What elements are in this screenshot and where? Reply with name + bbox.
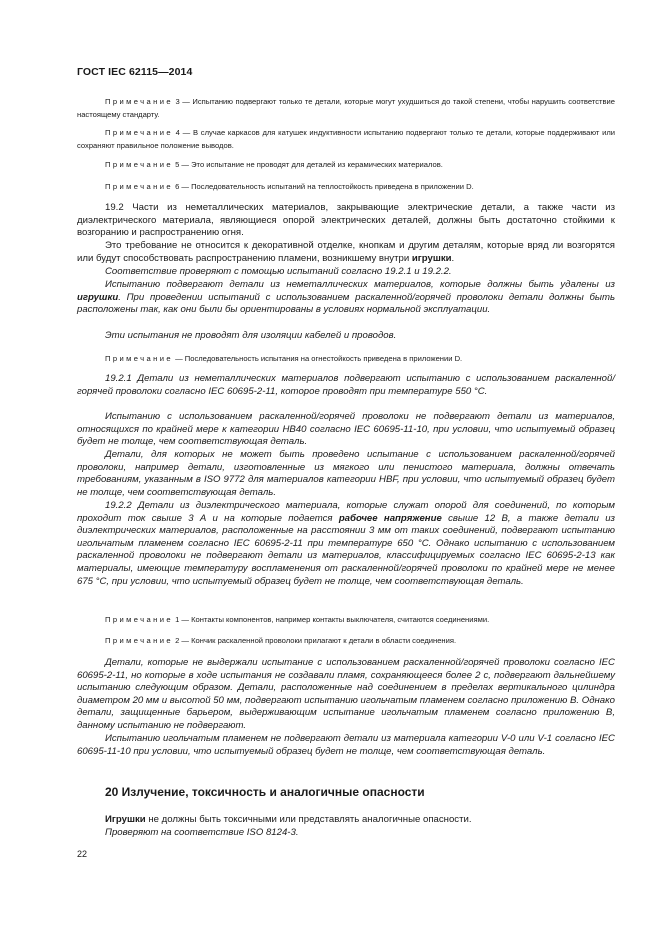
cable-exception: Эти испытания не проводят для изоляции кабелей и проводов. <box>105 330 397 341</box>
note-glow-wire-tip: Примечание 2 — Кончик раскаленной проволоки прилагают к детали в области соединения. <box>105 636 457 645</box>
term-working-voltage: рабочее напряжение <box>338 512 442 524</box>
v0-exception: Испытанию игольчатым пламенем не подвергают детали из материала категории V-0 или V-1 согласно IEC 60695-11-10 при условии, что испытуемый образец будет не толще, чем соответствующая деталь. <box>77 733 615 757</box>
decor-exception: Это требование не относится к декоративной отделке, кнопкам и другим деталям, которые вряд ли возгорятся или будут способствовать распространению пламени, возникшему внутри игрушки. <box>77 240 615 264</box>
note-contacts: Примечание 1 — Контакты компонентов, например контакты выключателя, считаются соединениями. <box>105 615 490 624</box>
term-toys-20: Игрушки <box>105 814 146 825</box>
compliance-check: Соответствие проверяют с помощью испытаний согласно 19.2.1 и 19.2.2. <box>105 266 452 277</box>
note-4: Примечание 4 — В случае каркасов для катушек индуктивности испытанию подвергают только те детали, которые поддерживают или сохраняют правильное положение выводов. <box>77 128 615 150</box>
clause-19-2: 19.2 Части из неметаллических материалов, закрывающие электрические детали, а также части из диэлектрического материала, являющиеся опорой электрических деталей, должны быть достаточно стойкими к возгоранию и распространению огня. <box>77 202 615 239</box>
note-label: Примечание <box>105 636 173 645</box>
note-label: Примечание <box>105 128 173 137</box>
section-20-check: Проверяют на соответствие ISO 8124-3. <box>105 827 299 838</box>
note-6: Примечание 6 — Последовательность испытаний на теплостойкость приведена в приложении D. <box>105 182 474 191</box>
hb40-exception: Испытанию с использованием раскаленной/горячей проволоки не подвергают детали из материалов, относящихся по крайней мере к категории HB40 согласно IEC 60695-11-10, при условии, что испытуемый образец будет не толще, чем соответствующая деталь. <box>77 411 615 448</box>
document-header: ГОСТ IEC 62115—2014 <box>77 66 193 78</box>
note-label: Примечание <box>105 182 173 191</box>
removed-parts-test: Испытанию подвергают детали из неметаллических материалов, которые должны быть удалены из игрушки. При проведении испытаний с использованием раскаленной/горячей проволоки детали должны быть расположены так, как они были бы ориентированы в условиях нормальной эксплуатации. <box>77 279 615 316</box>
clause-19-2-2: 19.2.2 Детали из диэлектрического материала, которые служат опорой для соединений, по которым проходит ток свыше 3 А и на которые подается рабочее напряжение свыше 12 В, а также детали из диэлектрических материалов, расположенные на расстоянии 3 мм от таких соединений, подвергают испытанию игольчатым пламенем согласно IEC 60695-2-11 при температуре 650 °С. Однако испытанию с использованием раскаленной проволоки не подвергают детали из материалов, классифицируемых согласно IEC 60695-2-13 как материалы, имеющие температуру воспламенения от раскаленной/горячей проволоки по крайней мере не менее 675 °С, при условии, что испытуемый образец будет не толще, чем соответствующая деталь. <box>77 500 616 587</box>
note-sequence: Примечание — Последовательность испытания на огнестойкость приведена в приложении D. <box>105 354 463 363</box>
note-label: Примечание <box>105 97 173 106</box>
clause-19-2-1: 19.2.1 Детали из неметаллических материалов подвергают испытанию с использованием раскаленной/горячей проволоки согласно IEC 60695-2-11, которое проводят при температуре 550 °С. <box>77 373 615 397</box>
note-label: Примечание <box>105 354 173 363</box>
note-label: Примечание <box>105 160 173 169</box>
needle-flame-test: Детали, которые не выдержали испытание с использованием раскаленной/горячей проволоки согласно IEC 60695-2-11, но которые в ходе испытания не создавали пламя, сохраняющееся более 2 с, подвергают дальнейшему испытанию следующим образом. Детали, расположенные над соединением в пределах вертикального цилиндра диаметром 20 мм и высотой 50 мм, подвергают испытанию игольчатым пламенем согласно приложению B. Однако детали, защищенные барьером, выдерживающим испытание игольчатым пламенем согласно приложению B, данному испытанию не подвергают. <box>77 657 615 731</box>
page-number: 22 <box>77 849 88 859</box>
note-label: Примечание <box>105 615 173 624</box>
section-20-requirement: Игрушки не должны быть токсичными или представлять аналогичные опасности. <box>105 814 472 825</box>
hbf-requirement: Детали, для которых не может быть проведено испытание с использованием раскаленной/горячей проволоки, например детали, изготовленные из мягкого или пенистого материала, должны отвечать требованиям, указанным в ISO 9772 для материалов категории HBF, при условии, что испытуемый образец будет не толще, чем соответствующая деталь. <box>77 449 615 498</box>
term-toy: игрушки <box>77 291 119 303</box>
section-20-title: 20 Излучение, токсичность и аналогичные опасности <box>105 785 425 799</box>
note-5: Примечание 5 — Это испытание не проводят для деталей из керамических материалов. <box>105 160 443 169</box>
term-toys: игрушки <box>411 252 452 264</box>
note-3: Примечание 3 — Испытанию подвергают только те детали, которые могут ухудшиться до такой степени, чтобы нарушить соответствие настоящему стандарту. <box>77 97 615 119</box>
